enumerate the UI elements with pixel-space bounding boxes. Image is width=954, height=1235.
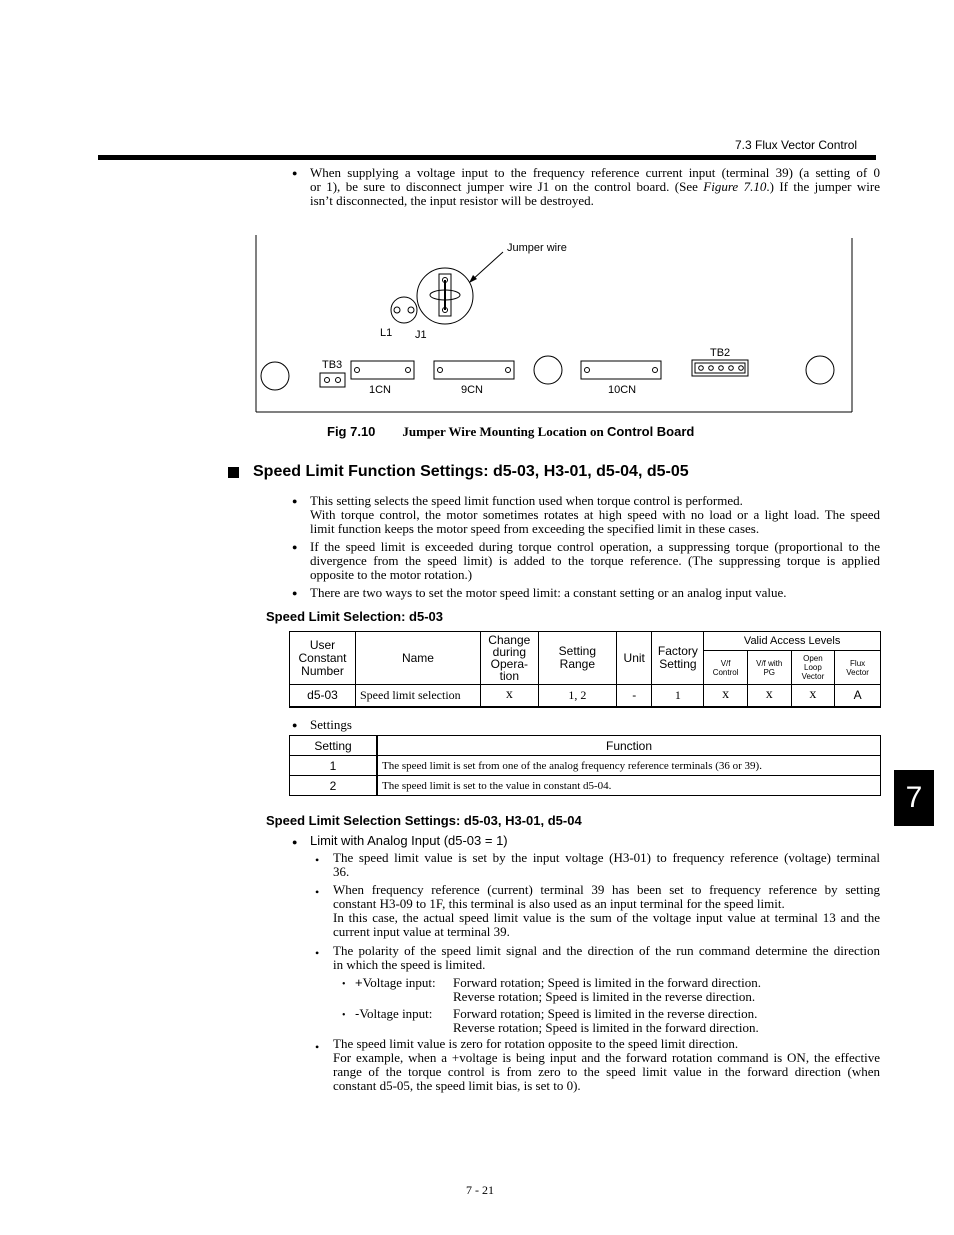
caption-text-sans: Control Board (606, 424, 695, 439)
header-unit: Unit (616, 632, 652, 685)
analog-input-bullet: Limit with Analog Input (d5-03 = 1) (310, 833, 508, 848)
table-row (290, 776, 881, 796)
bullet-3-line-1: There are two ways to set the motor speed limit: a constant setting or an analog input value. (310, 585, 787, 600)
section-square-icon (228, 467, 239, 478)
figure-caption (327, 424, 694, 440)
label-jumper-wire: Jumper wire (507, 242, 567, 254)
caption-number: Fig 7.10 (327, 424, 376, 439)
figure-ref: Figure 7.10 (703, 179, 767, 194)
bullet-2-line-1: If the speed limit is exceeded during torque control operation, a suppressing torque (proportional to the (310, 539, 880, 554)
connector-9cn (434, 361, 514, 379)
table-row (290, 685, 881, 707)
polarity-minus (355, 1007, 432, 1021)
bullet-1-line-3: limit function keeps the motor speed from exceeding the specified limit in these cases. (310, 521, 760, 536)
connector-10cn (581, 361, 661, 379)
table-row (290, 756, 881, 776)
header-user-constant: User Constant Number (290, 632, 356, 685)
intro-line-1: When supplying a voltage input to the frequency reference current input (terminal 39) (a setting of 0 (310, 165, 880, 180)
header-vf-with-pg: V/f with PG (747, 651, 791, 685)
sub-item-4: The speed limit value is zero for rotation opposite to the speed limit direction. For example, when a +voltage is being input and the forward rotation command is ON, the effective range of the torque control is from zero to the speed limit value in the forward direction (when constant d5-05, the speed limit bias, is set to 0). (333, 1036, 880, 1093)
cell-vfpg: x (747, 685, 791, 707)
polarity-plus (355, 976, 436, 990)
intro-line-2 (310, 180, 880, 194)
subsection-title-2: Speed Limit Selection Settings: d5-03, H3-01, d5-04 (266, 813, 582, 828)
cell-function: The speed limit is set to the value in constant d5-04. (377, 776, 881, 796)
parameter-table (289, 631, 881, 708)
header-setting: Setting (290, 736, 378, 756)
polarity-sign: + (355, 975, 363, 990)
header-open-loop-vector: Open Loop Vector (791, 651, 835, 685)
polarity-label: Voltage input: (362, 975, 436, 990)
mount-hole-center (534, 356, 562, 384)
cell-vf: x (704, 685, 748, 707)
jumper-arrow (471, 252, 503, 281)
caption-text: Jumper Wire Mounting Location on (402, 424, 607, 439)
connector-1cn (351, 361, 414, 379)
bullet-1 (310, 494, 880, 536)
mount-hole-left (261, 362, 289, 390)
label-tb2: TB2 (710, 347, 731, 359)
polarity-label: Voltage input: (359, 1006, 433, 1021)
bullet-1-line-1: This setting selects the speed limit function used when torque control is performed. (310, 493, 743, 508)
bullet-dot: ● (292, 720, 298, 730)
cell-function: The speed limit is set from one of the analog frequency reference terminals (36 or 39). (377, 756, 881, 776)
running-header: 7.3 Flux Vector Control (735, 138, 858, 152)
sub-sub-bullet: • (342, 979, 346, 990)
sub-bullet: • (315, 1040, 320, 1054)
intro-line-3: isn’t disconnected, the input resistor will be destroyed. (310, 193, 594, 208)
tb2-terminal (692, 360, 748, 376)
sub-item-2: When frequency reference (current) terminal 39 has been set to frequency reference by setting constant H3-09 to 1F, this terminal is also used as an input terminal for the speed limit. In this case, the actual speed limit value is the sum of the voltage input value at terminal 13 and the current input value at terminal 39. (333, 882, 880, 939)
header-change-during-operation: Change during Opera- tion (480, 632, 538, 685)
sub-bullet: • (315, 853, 320, 867)
header-vf-control: V/f Control (704, 651, 748, 685)
bullet-1-line-2: With torque control, the motor sometimes rotates at high speed with no load or a light load. The speed (310, 507, 880, 522)
bullet-dot: ● (292, 837, 298, 847)
header-function: Function (377, 736, 881, 756)
sub-bullet: • (315, 946, 320, 960)
cell-number: d5-03 (290, 685, 356, 707)
label-9cn: 9CN (461, 384, 484, 396)
tb3-terminal (320, 373, 345, 387)
cell-name: Speed limit selection (356, 685, 481, 707)
intro-line-2b: .) If the jumper wire (766, 179, 881, 194)
sub-sub-bullet: • (342, 1010, 346, 1021)
cell-flux: A (835, 685, 881, 707)
settings-label: Settings (310, 717, 352, 732)
bullet-2-line-3: opposite to the motor rotation.) (310, 567, 473, 582)
label-1cn: 1CN (369, 384, 392, 396)
bullet-dot: ● (292, 168, 298, 178)
bullet-2 (310, 540, 880, 582)
cell-olv: x (791, 685, 835, 707)
l1-connector (391, 297, 417, 323)
cell-setting: 1 (290, 756, 378, 776)
polarity-plus-desc: Forward rotation; Speed is limited in the forward direction. Reverse rotation; Speed is limited in the reverse direction. (453, 975, 761, 1004)
cell-change: x (480, 685, 538, 707)
bullet-dot: ● (292, 496, 298, 506)
intro-paragraph (310, 166, 880, 208)
cell-factory: 1 (652, 685, 704, 707)
cell-range: 1, 2 (538, 685, 616, 707)
header-valid-access-levels: Valid Access Levels (704, 632, 881, 651)
sub-item-1: The speed limit value is set by the input voltage (H3-01) to frequency reference (voltage) terminal 36. (333, 850, 880, 879)
chapter-tab: 7 (894, 770, 934, 826)
header-flux-vector: Flux Vector (835, 651, 881, 685)
label-l1: L1 (380, 327, 393, 339)
cell-setting: 2 (290, 776, 378, 796)
section-title: Speed Limit Function Settings: d5-03, H3-01, d5-04, d5-05 (253, 463, 689, 480)
header-factory-setting: Factory Setting (652, 632, 704, 685)
mount-hole-right (806, 356, 834, 384)
cell-unit: - (616, 685, 652, 707)
header-rule (98, 155, 876, 160)
sub-bullet: • (315, 885, 320, 899)
bullet-2-line-2: divergence from the speed limit) is added to the torque reference. (The suppressing torque is applied (310, 553, 880, 568)
label-j1: J1 (415, 329, 427, 341)
control-board-figure (250, 230, 860, 420)
header-setting-range: Setting Range (538, 632, 616, 685)
label-10cn: 10CN (608, 384, 637, 396)
intro-line-2a: or 1), be sure to disconnect jumper wire J1 on the control board. (See (310, 179, 704, 194)
label-tb3: TB3 (322, 359, 343, 371)
bullet-dot: ● (292, 588, 298, 598)
sub-item-3: The polarity of the speed limit signal and the direction of the run command determine the direction in which the speed is limited. (333, 943, 880, 972)
polarity-minus-desc: Forward rotation; Speed is limited in the reverse direction. Reverse rotation; Speed is limited in the forward direction. (453, 1006, 759, 1035)
page-number: 7 - 21 (466, 1183, 494, 1197)
settings-table (289, 735, 881, 796)
polarity-sign: - (355, 1006, 360, 1021)
bullet-dot: ● (292, 542, 298, 552)
subsection-title-1: Speed Limit Selection: d5-03 (266, 609, 443, 624)
bullet-3 (310, 586, 880, 600)
header-name: Name (356, 632, 481, 685)
